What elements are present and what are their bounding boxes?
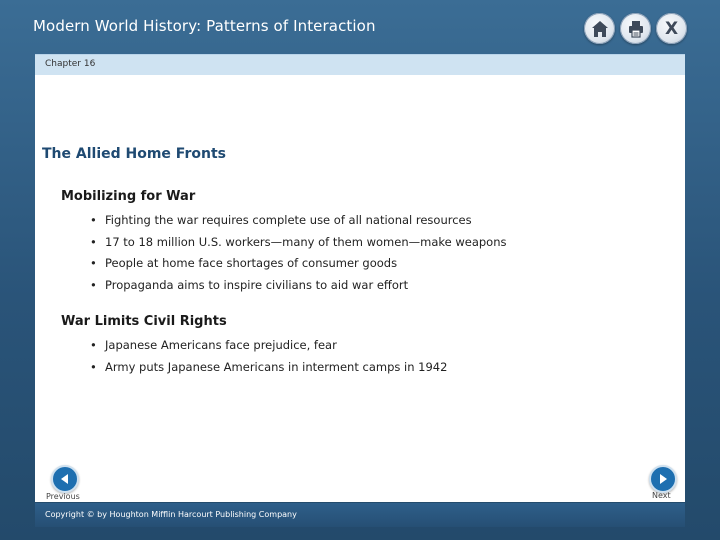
chapter-bar bbox=[35, 54, 685, 75]
close-button[interactable] bbox=[656, 13, 687, 44]
section-heading: War Limits Civil Rights bbox=[61, 314, 227, 329]
arrow-left-icon bbox=[58, 472, 72, 486]
previous-button[interactable] bbox=[51, 465, 79, 493]
previous-label: Previous bbox=[46, 492, 80, 501]
next-label: Next bbox=[652, 491, 671, 500]
list-item: • People at home face shortages of consumer goods bbox=[105, 253, 507, 275]
slide-content bbox=[35, 75, 685, 502]
home-button[interactable] bbox=[584, 13, 615, 44]
home-icon bbox=[590, 19, 610, 39]
list-item: • 17 to 18 million U.S. workers—many of them women—make weapons bbox=[105, 232, 507, 254]
app-title: Modern World History: Patterns of Interaction bbox=[33, 17, 376, 35]
section-civil-rights bbox=[61, 314, 447, 378]
list-item: • Propaganda aims to inspire civilians to aid war effort bbox=[105, 275, 507, 297]
print-icon bbox=[626, 19, 646, 39]
bullet-list bbox=[61, 335, 447, 378]
next-button[interactable] bbox=[649, 465, 677, 493]
arrow-right-icon bbox=[656, 472, 670, 486]
footer-bar bbox=[35, 503, 685, 527]
list-item: • Japanese Americans face prejudice, fear bbox=[105, 335, 447, 357]
list-item: • Army puts Japanese Americans in interment camps in 1942 bbox=[105, 357, 447, 379]
section-heading: Mobilizing for War bbox=[61, 189, 196, 204]
list-item: • Fighting the war requires complete use of all national resources bbox=[105, 210, 507, 232]
print-button[interactable] bbox=[620, 13, 651, 44]
section-mobilizing bbox=[61, 189, 507, 296]
slide-title: The Allied Home Fronts bbox=[42, 146, 226, 162]
bullet-list bbox=[61, 210, 507, 296]
copyright-text: Copyright © by Houghton Mifflin Harcourt Publishing Company bbox=[45, 510, 297, 519]
chapter-label: Chapter 16 bbox=[45, 59, 96, 69]
close-icon: X bbox=[664, 18, 679, 39]
